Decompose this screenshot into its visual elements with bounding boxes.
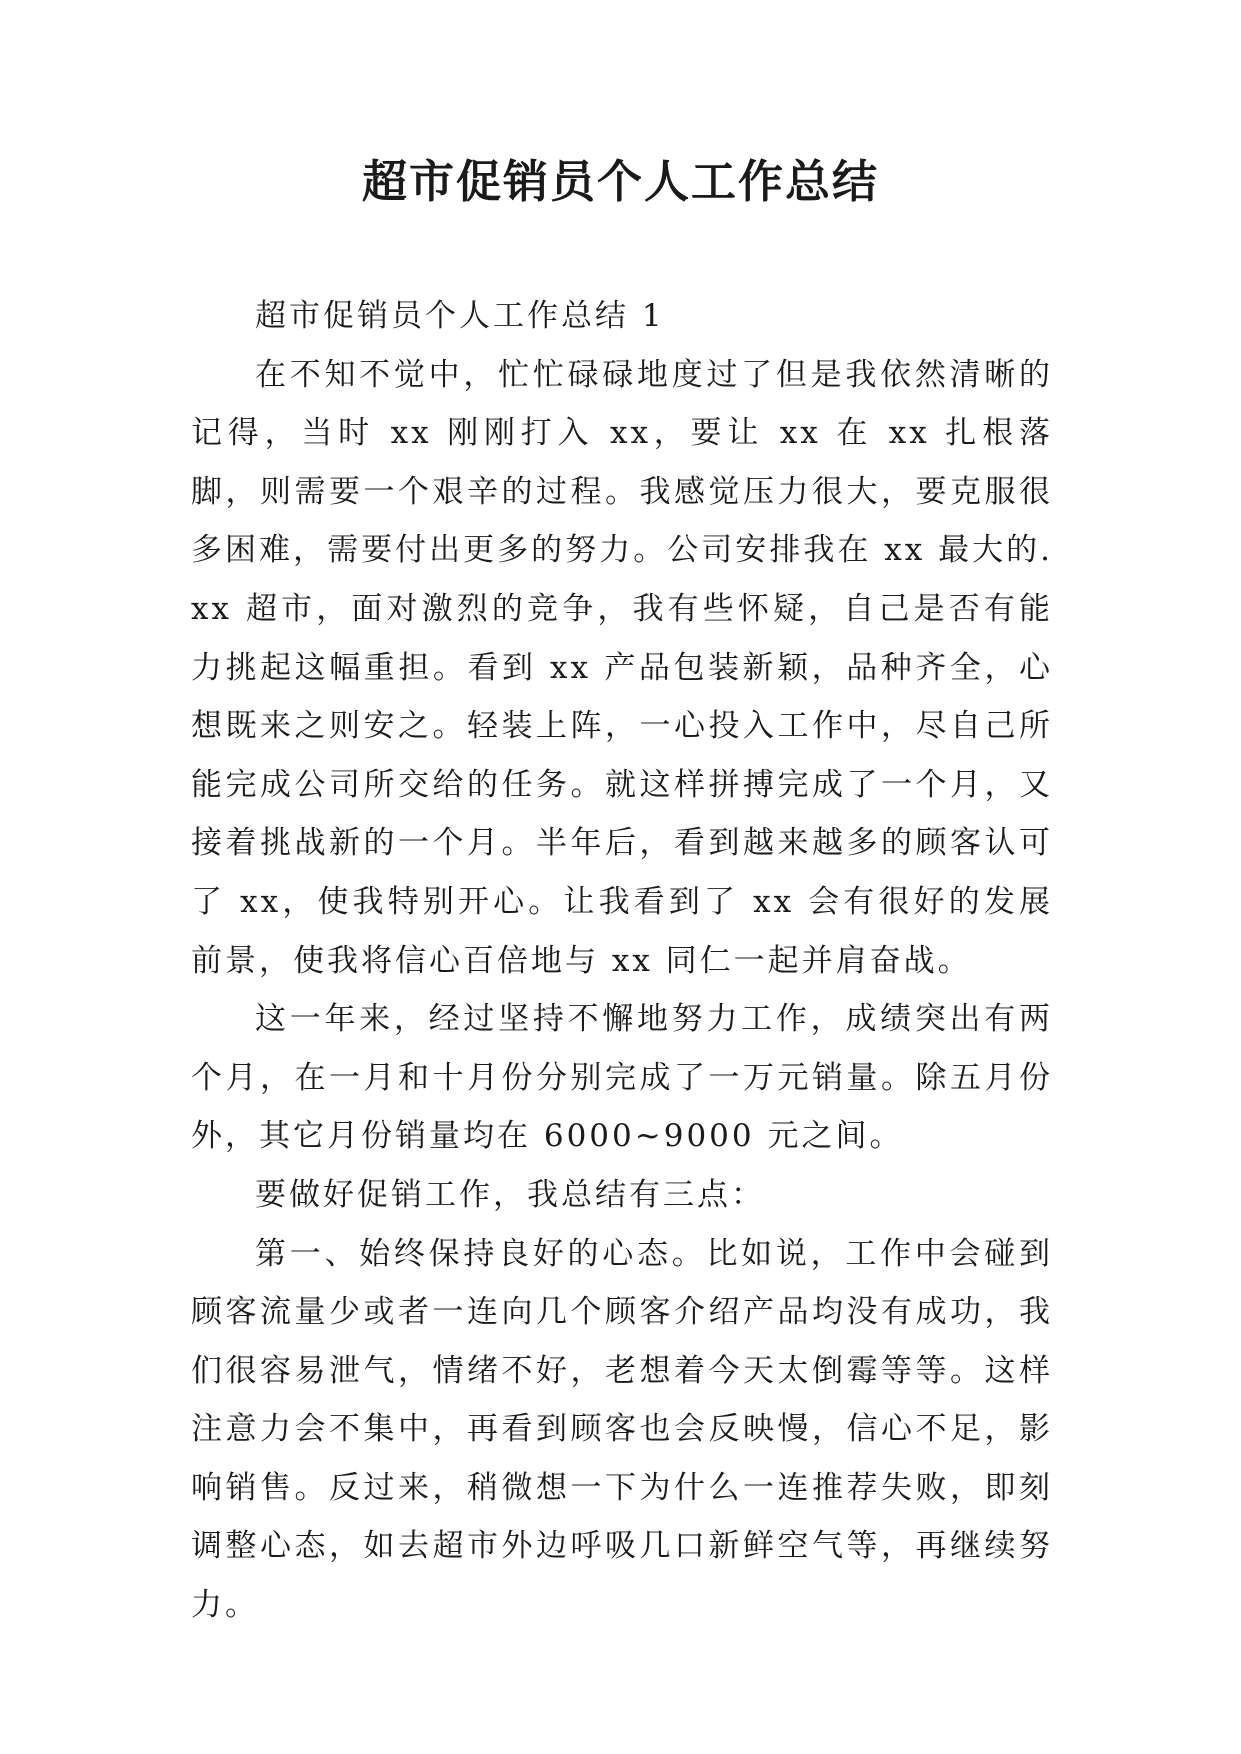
- paragraph: 第一、始终保持良好的心态。比如说，工作中会碰到顾客流量少或者一连向几个顾客介绍产品均没有成功，我们很容易泄气，情绪不好，老想着今天太倒霉等等。这样注意力会不集中，再看到顾客也会反映慢，信心不足，影响销售。反过来，稍微想一下为什么一连推荐失败，即刻调整心态，如去超市外边呼吸几口新鲜空气等，再继续努力。: [191, 1235, 1053, 1624]
- document-body: [191, 287, 1053, 1635]
- paragraph: 在不知不觉中，忙忙碌碌地度过了但是我依然清晰的记得，当时 xx 刚刚打入 xx，要让 xx 在 xx 扎根落脚，则需要一个艰辛的过程。我感觉压力很大，要克服很多困难，需要付出更多的努力。公司安排我在 xx 最大的. xx 超市，面对激烈的竞争，我有些怀疑，自己是否有能力挑起这幅重担。看到 xx 产品包装新颖，品种齐全，心想既来之则安之。轻装上阵，一心投入工作中，尽自己所能完成公司所交给的任务。就这样拼搏完成了一个月，又接着挑战新的一个月。半年后，看到越来越多的顾客认可了 xx，使我特别开心。让我看到了 xx 会有很好的发展前景，使我将信心百倍地与 xx 同仁一起并肩奋战。: [191, 356, 1053, 979]
- section-heading: 超市促销员个人工作总结 1: [255, 298, 665, 334]
- paragraph: 要做好促销工作，我总结有三点：: [255, 1176, 765, 1213]
- document-title: 超市促销员个人工作总结: [361, 155, 879, 208]
- paragraph: 这一年来，经过坚持不懈地努力工作，成绩突出有两个月，在一月和十月份分别完成了一万元销量。除五月份外，其它月份销量均在 6000~9000 元之间。: [191, 1001, 1053, 1155]
